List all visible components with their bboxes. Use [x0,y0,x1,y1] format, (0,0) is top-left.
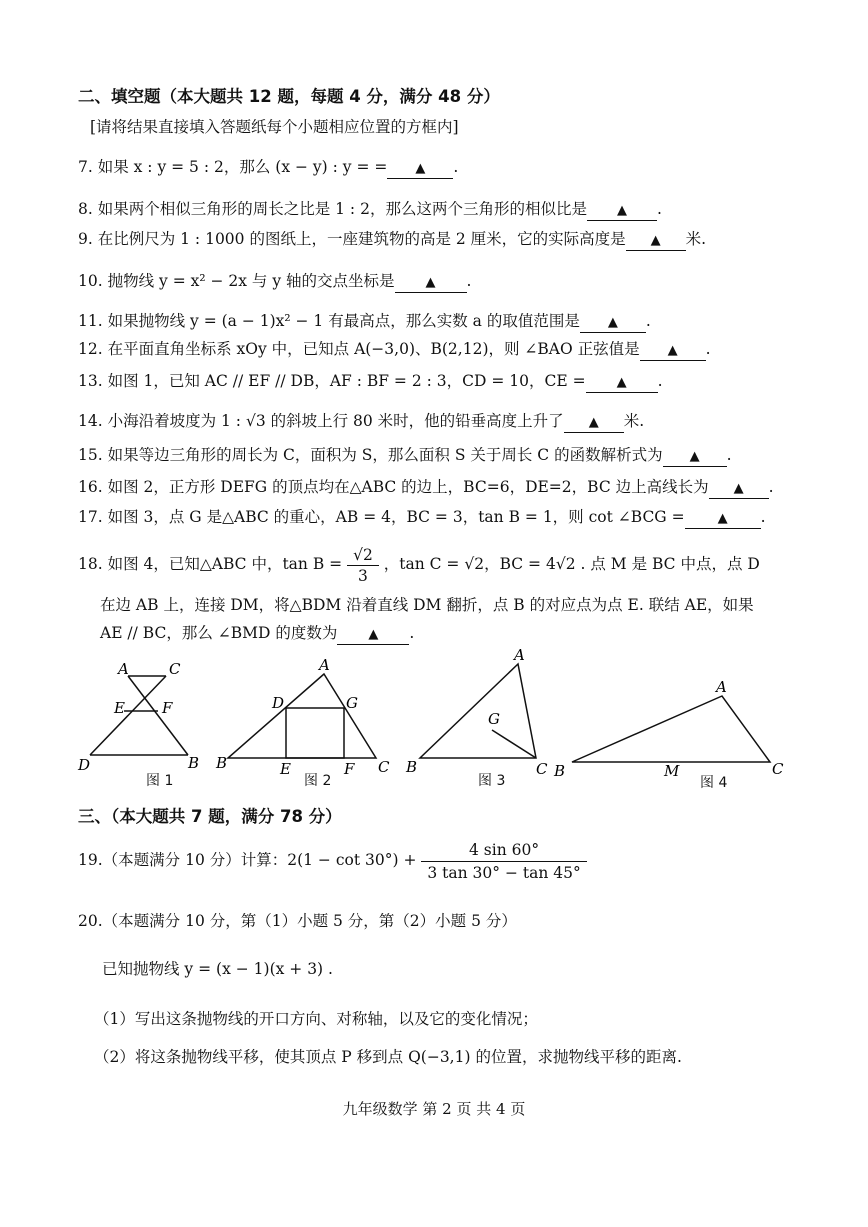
fraction-numerator: 4 sin 60° [469,840,540,859]
question-18-end: . [409,624,415,642]
question-17-end: . [760,508,766,526]
answer-blank [663,446,727,467]
question-11 [78,310,651,333]
question-18-line3 [100,622,414,645]
question-9-text: 9. 在比例尺为 1 : 1000 的图纸上，一座建筑物的高是 2 厘米，它的实际高度是 [78,230,626,248]
answer-blank [685,508,761,529]
question-9 [78,228,706,251]
triangle-marker-icon: ▲ [415,161,426,176]
question-14-text: 14. 小海沿着坡度为 1 : √3 的斜坡上行 80 米时，他的铅垂高度上升了 [78,412,564,430]
label-b: B [216,754,228,772]
q19-fraction [421,839,586,884]
question-19 [78,834,587,886]
label-a: A [716,678,727,696]
label-g: G [488,710,500,728]
label-c: C [378,758,390,776]
question-20-part2: （2）将这条抛物线平移，使其顶点 P 移到点 Q(−3,1) 的位置，求抛物线平移的距离. [94,1048,682,1066]
question-7-end: . [453,158,459,176]
answer-blank [586,372,658,393]
answer-blank [580,312,646,333]
fraction-denominator: 3 tan 30° − tan 45° [421,861,586,884]
figure-3 [404,646,564,780]
question-15-end: . [726,446,732,464]
triangle-abc [228,674,376,758]
triangle-marker-icon: ▲ [616,375,627,390]
label-d: D [78,756,91,774]
question-10-text: 10. 抛物线 y = x² − 2x 与 y 轴的交点坐标是 [78,272,395,290]
label-f: F [162,699,173,717]
triangle-abc [420,664,536,758]
question-16-text: 16. 如图 2，正方形 DEFG 的顶点均在△ABC 的边上，BC=6，DE=2，BC 边上高线长为 [78,478,709,496]
question-17 [78,506,766,529]
label-c: C [772,760,784,778]
question-20-heading: 20.（本题满分 10 分，第（1）小题 5 分，第（2）小题 5 分） [78,912,517,930]
figure-4-caption: 图 4 [700,775,728,791]
question-15 [78,444,732,467]
question-18-line1 [78,540,760,588]
fraction-numerator: √2 [353,545,373,564]
figure-2-caption: 图 2 [304,773,332,789]
label-c: C [536,760,548,778]
label-g: G [346,694,358,712]
answer-blank [387,158,453,179]
label-b: B [188,754,200,772]
question-13 [78,370,663,393]
label-m: M [664,762,680,780]
figure-2 [214,654,394,778]
figure-1 [76,660,216,784]
label-c: C [169,660,181,678]
answer-blank [709,478,769,499]
answer-blank [640,340,706,361]
page-footer: 九年级数学 第 2 页 共 4 页 [342,1100,526,1118]
question-12-end: . [705,340,711,358]
figure-1-diagram [76,660,216,780]
figure-4-diagram [552,678,792,778]
question-7 [78,156,458,179]
segment-gc [492,730,536,758]
question-14-end: 米. [623,412,645,430]
figure-4 [552,678,792,782]
question-8-end: . [656,200,662,218]
answer-blank [395,272,467,293]
label-a: A [514,646,525,664]
label-e: E [114,699,125,717]
label-a: A [118,660,129,678]
figure-3-diagram [404,646,564,776]
question-18-text-c: AE // BC，那么 ∠BMD 的度数为 [100,624,338,642]
answer-blank [626,230,686,251]
triangle-marker-icon: ▲ [650,233,661,248]
question-12 [78,338,711,361]
label-b: B [406,758,418,776]
question-16-end: . [768,478,774,496]
label-b: B [554,762,566,780]
triangle-marker-icon: ▲ [588,415,599,430]
segment-cd [90,676,166,755]
segment-ab [128,676,188,755]
question-18-line2: 在边 AB 上，连接 DM，将△BDM 沿着直线 DM 翻折，点 B 的对应点为点 E. 联结 AE，如果 [100,596,754,614]
figure-3-caption: 图 3 [478,773,506,789]
question-13-text: 13. 如图 1，已知 AC // EF // DB，AF : BF = 2 : 3，CD = 10，CE = [78,372,586,390]
question-16 [78,476,774,499]
triangle-marker-icon: ▲ [717,511,728,526]
tan-b-fraction [347,545,379,586]
question-13-end: . [657,372,663,390]
triangle-marker-icon: ▲ [368,627,379,642]
question-12-text: 12. 在平面直角坐标系 xOy 中，已知点 A(−3,0)、B(2,12)，则 ∠BAO 正弦值是 [78,340,640,358]
square-defg [286,708,344,758]
question-9-end: 米. [685,230,707,248]
question-18-text-a: 18. 如图 4，已知△ABC 中，tan B = [78,555,343,573]
question-8 [78,198,662,221]
section2-instruction: [请将结果直接填入答题纸每个小题相应位置的方框内] [90,118,459,136]
question-20-given: 已知抛物线 y = (x − 1)(x + 3) . [102,960,333,978]
triangle-marker-icon: ▲ [733,481,744,496]
triangle-marker-icon: ▲ [667,343,678,358]
triangle-marker-icon: ▲ [616,203,627,218]
figure-1-caption: 图 1 [146,773,174,789]
triangle-marker-icon: ▲ [689,449,700,464]
answer-blank [564,412,624,433]
question-20-part1: （1）写出这条抛物线的开口方向、对称轴，以及它的变化情况； [94,1010,538,1028]
question-17-text: 17. 如图 3，点 G 是△ABC 的重心，AB = 4，BC = 3，tan B = 1，则 cot ∠BCG = [78,508,685,526]
label-a: A [319,656,330,674]
section2-heading: 二、填空题（本大题共 12 题，每题 4 分，满分 48 分） [78,87,500,106]
answer-blank [337,624,409,645]
fraction-denominator: 3 [347,565,379,586]
triangle-abc [572,696,770,762]
question-8-text: 8. 如果两个相似三角形的周长之比是 1 : 2，那么这两个三角形的相似比是 [78,200,587,218]
question-18-text-b: ，tan C = √2，BC = 4√2 . 点 M 是 BC 中点，点 D [383,555,760,573]
question-10 [78,270,471,293]
triangle-marker-icon: ▲ [425,275,436,290]
figure-2-diagram [214,654,394,778]
question-11-text: 11. 如果抛物线 y = (a − 1)x² − 1 有最高点，那么实数 a 的取值范围是 [78,312,580,330]
answer-blank [587,200,657,221]
question-10-end: . [466,272,472,290]
section3-heading: 三、（本大题共 7 题，满分 78 分） [78,807,342,826]
question-15-text: 15. 如果等边三角形的周长为 C，面积为 S，那么面积 S 关于周长 C 的函数解析式为 [78,446,663,464]
label-e: E [280,760,291,778]
triangle-marker-icon: ▲ [607,315,618,330]
question-14 [78,410,644,433]
label-d: D [272,694,285,712]
question-11-end: . [645,312,651,330]
question-19-text: 19.（本题满分 10 分）计算：2(1 − cot 30°) + [78,851,417,869]
question-7-text: 7. 如果 x : y = 5 : 2，那么 (x − y) : y = = [78,158,388,176]
label-f: F [344,760,355,778]
